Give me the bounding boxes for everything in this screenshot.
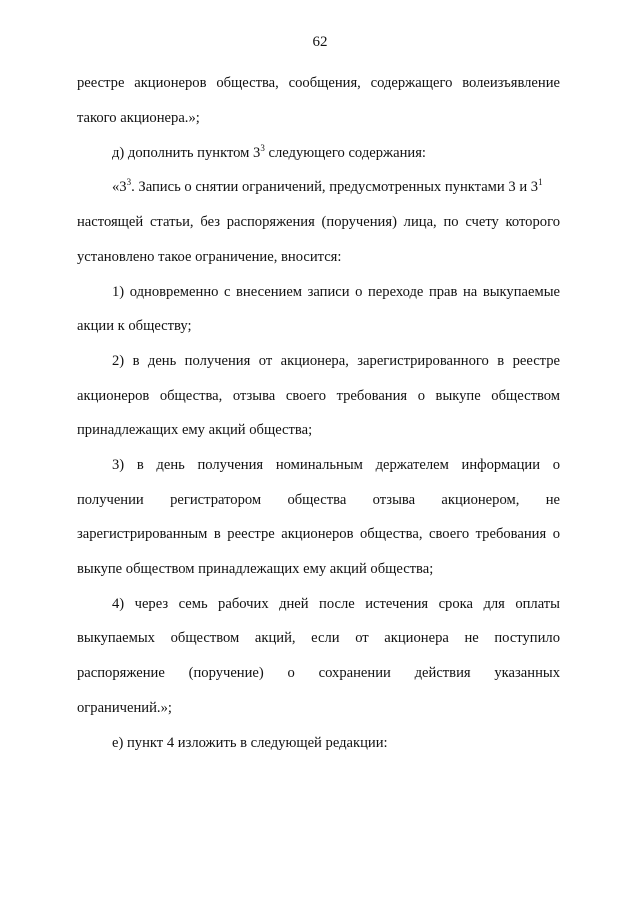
line-3-text-a: д) дополнить пунктом 3	[112, 145, 261, 161]
line-4-superscript-b: 1	[538, 177, 543, 187]
text-line-3	[112, 144, 560, 162]
text-line-2: такого акционера.»;	[77, 110, 200, 126]
text-line-1: реестре акционеров общества, сообщения, содержащего волеизъявление	[77, 75, 560, 91]
text-line-17: выкупаемых обществом акций, если от акционера не поступило	[77, 630, 560, 646]
text-line-20: е) пункт 4 изложить в следующей редакции:	[112, 735, 388, 751]
text-line-12: 3) в день получения номинальным держателем информации о	[112, 457, 560, 473]
text-line-11: принадлежащих ему акций общества;	[77, 422, 313, 438]
text-line-6: установлено такое ограничение, вносится:	[77, 249, 342, 265]
line-4-text-a: «3	[112, 179, 127, 195]
text-line-9: 2) в день получения от акционера, зарегистрированного в реестре	[112, 353, 560, 369]
text-line-5: настоящей статьи, без распоряжения (поручения) лица, по счету которого	[77, 214, 560, 230]
line-3-superscript: 3	[260, 143, 265, 153]
page-number: 62	[312, 34, 328, 50]
text-line-18: распоряжение (поручение) о сохранении действия указанных	[77, 665, 560, 681]
line-4-text-b: . Запись о снятии ограничений, предусмотренных пунктами 3 и 3	[131, 179, 539, 195]
text-line-19: ограничений.»;	[77, 700, 172, 716]
text-line-16: 4) через семь рабочих дней после истечения срока для оплаты	[112, 596, 560, 612]
text-line-4	[112, 178, 560, 196]
text-line-7: 1) одновременно с внесением записи о переходе прав на выкупаемые	[112, 284, 560, 300]
text-line-15: выкупе обществом принадлежащих ему акций общества;	[77, 561, 434, 577]
text-line-14: зарегистрированным в реестре акционеров общества, своего требования о	[77, 526, 560, 542]
line-4-superscript-a: 3	[126, 177, 132, 187]
text-line-10: акционеров общества, отзыва своего требования о выкупе обществом	[77, 388, 560, 404]
line-3-text-b: следующего содержания:	[264, 145, 426, 161]
text-line-8: акции к обществу;	[77, 318, 192, 334]
text-line-13: получении регистратором общества отзыва акционером, не	[77, 492, 560, 508]
